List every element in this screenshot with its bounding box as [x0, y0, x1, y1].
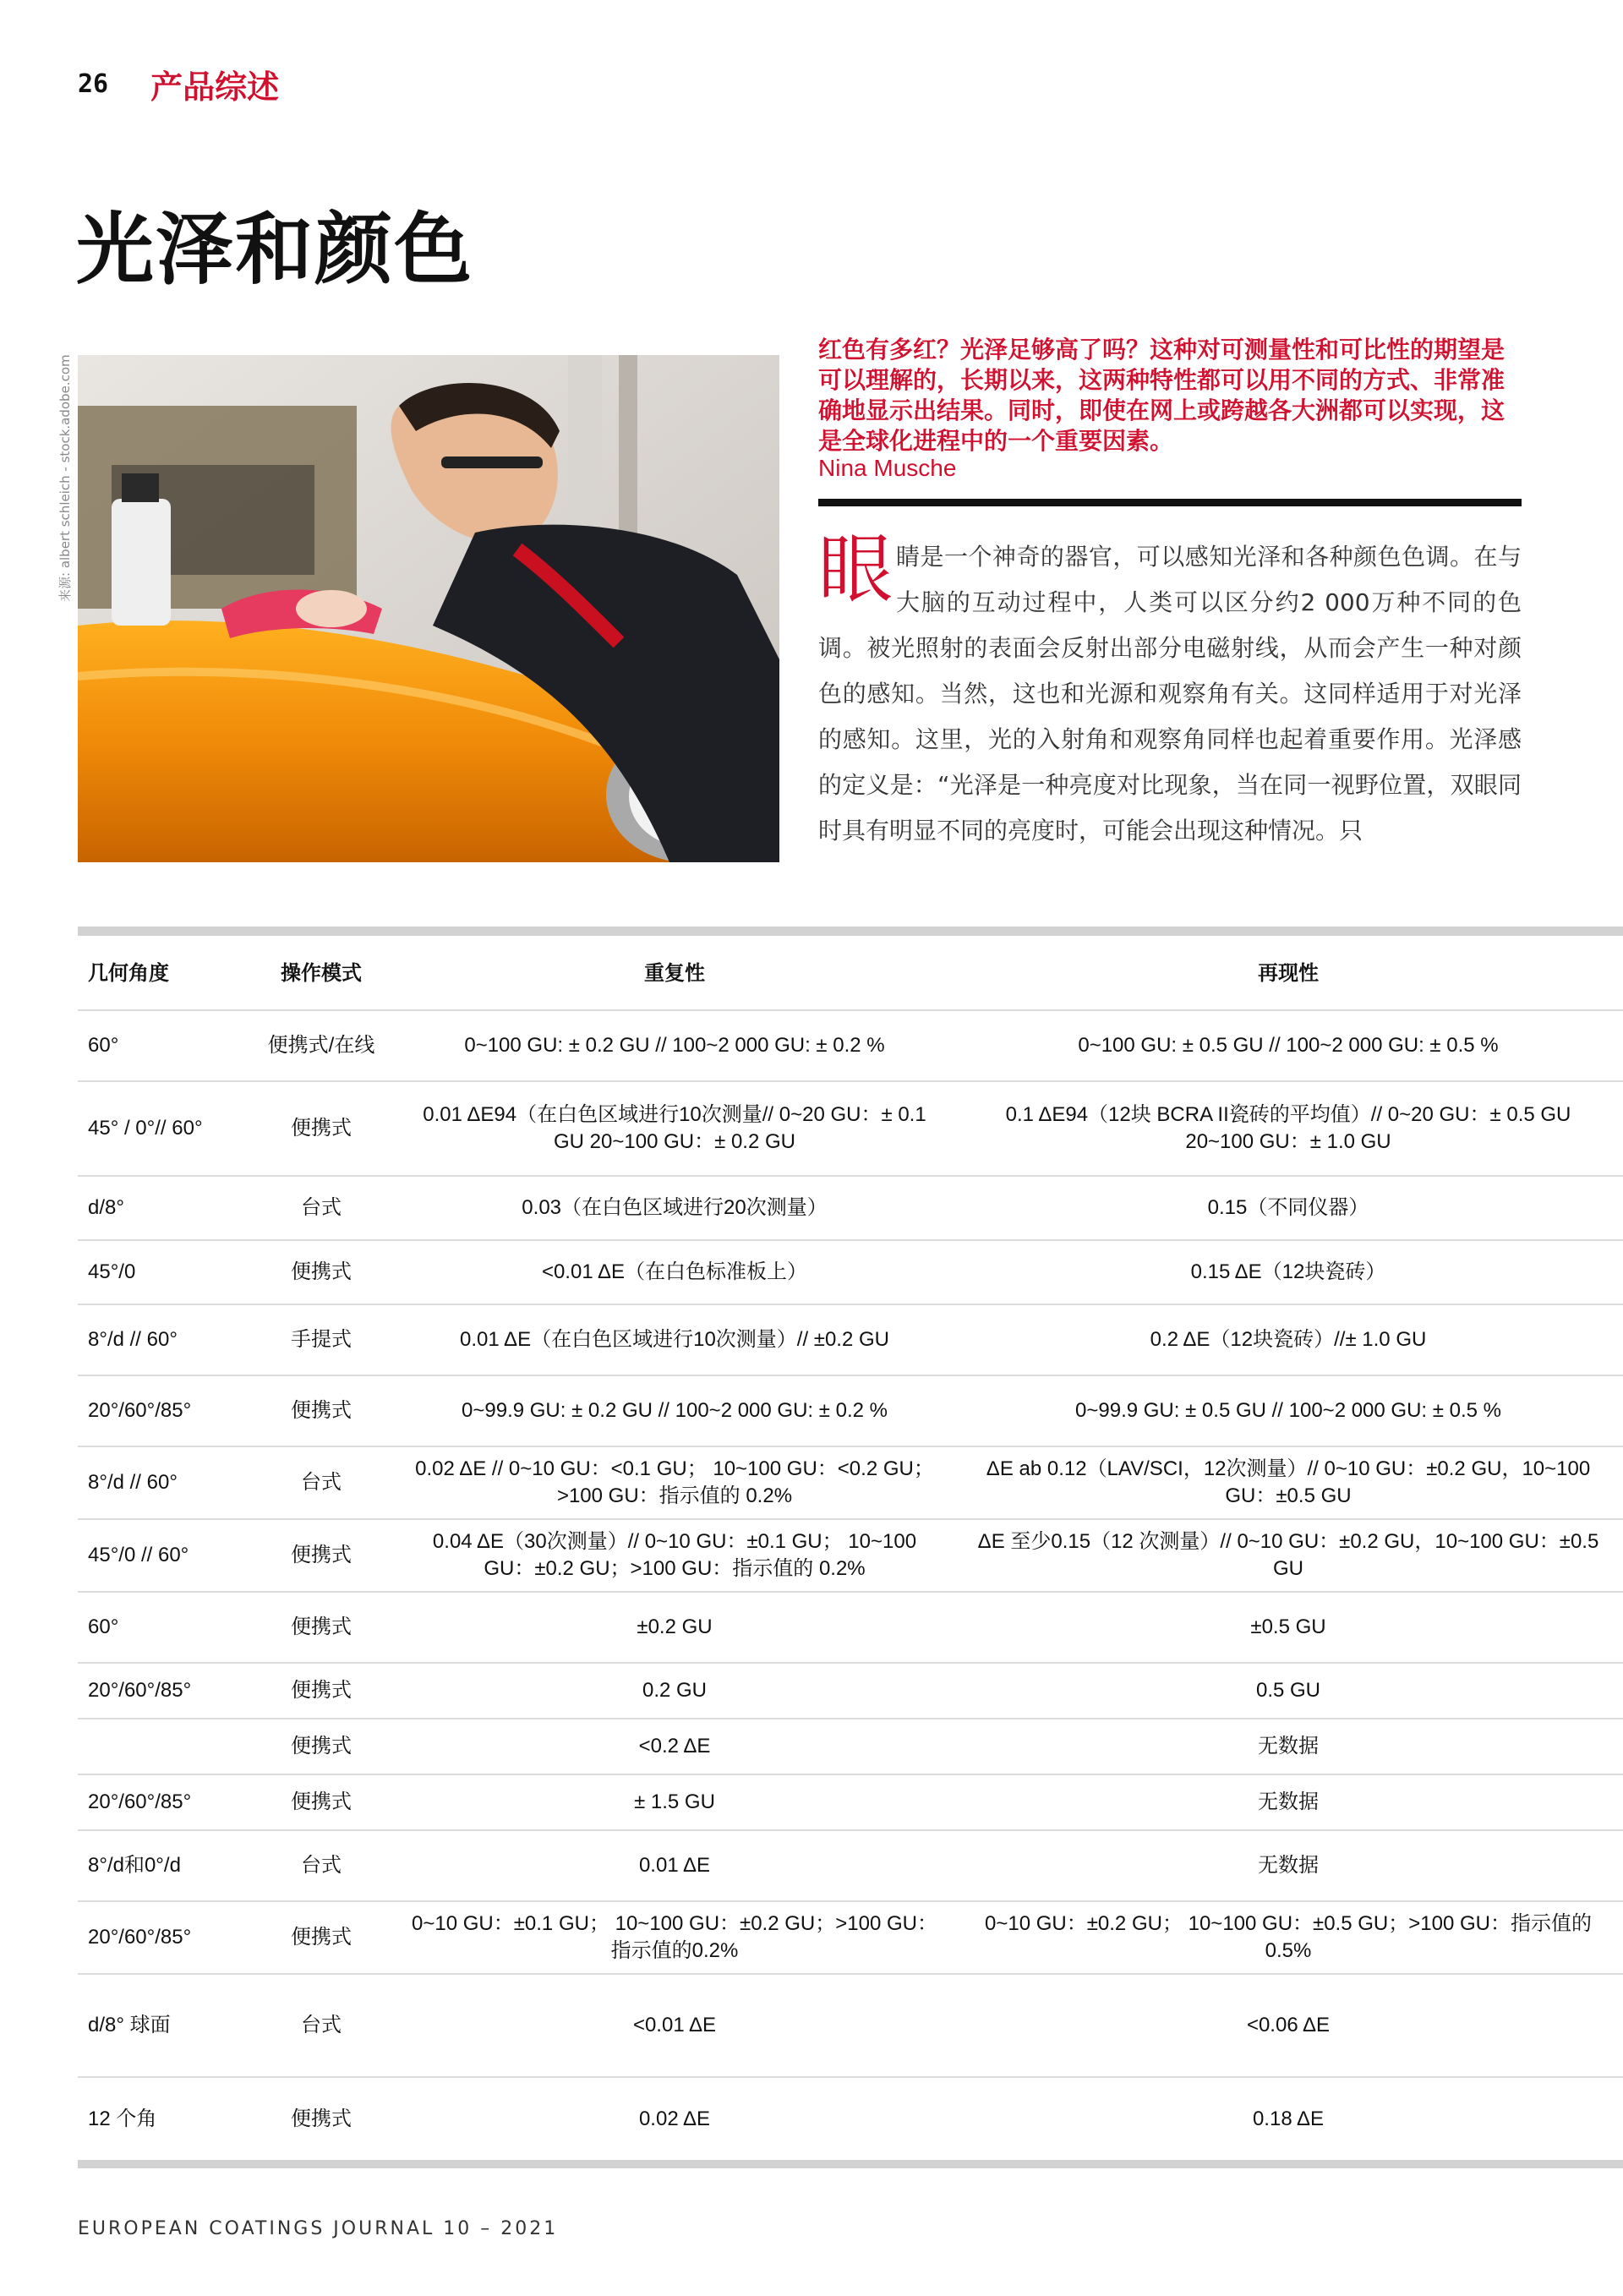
cell-repeatability: <0.01 ΔE	[396, 1974, 954, 2077]
cell-repeatability: <0.01 ΔE（在白色标准板上）	[396, 1240, 954, 1304]
photo-credit-text: 来源: albert schleich - stock.adobe.com	[57, 354, 73, 602]
table-row	[78, 1592, 1623, 1663]
table-row	[78, 1375, 1623, 1446]
cell-reproducibility: 无数据	[954, 1719, 1623, 1774]
cell-repeatability: 0.02 ΔE // 0~10 GU：<0.1 GU； 10~100 GU：<0.2 GU； >100 GU：指示值的 0.2%	[396, 1446, 954, 1519]
cell-mode: 便携式	[247, 1592, 396, 1663]
cell-repeatability: ±0.2 GU	[396, 1592, 954, 1663]
table-row	[78, 1081, 1623, 1176]
table-bottom-rule	[78, 2160, 1623, 2168]
cell-repeatability: 0.01 ΔE（在白色区域进行10次测量）// ±0.2 GU	[396, 1304, 954, 1375]
cell-reproducibility: 0.15（不同仪器）	[954, 1176, 1623, 1240]
cell-geometry: 8°/d // 60°	[78, 1446, 247, 1519]
article-photo	[78, 355, 779, 862]
cell-geometry: 20°/60°/85°	[78, 1663, 247, 1719]
cell-reproducibility: ΔE ab 0.12（LAV/SCI，12次测量）// 0~10 GU：±0.2 GU，10~100 GU：±0.5 GU	[954, 1446, 1623, 1519]
table-row	[78, 1010, 1623, 1081]
cell-repeatability: 0.2 GU	[396, 1663, 954, 1719]
cell-reproducibility: 0~10 GU：±0.2 GU； 10~100 GU：±0.5 GU；>100 GU：指示值的0.5%	[954, 1901, 1623, 1974]
cell-repeatability: 0.04 ΔE（30次测量）// 0~10 GU：±0.1 GU； 10~100 GU：±0.2 GU；>100 GU：指示值的 0.2%	[396, 1519, 954, 1592]
cell-reproducibility: 0.5 GU	[954, 1663, 1623, 1719]
cell-reproducibility: 0.15 ΔE（12块瓷砖）	[954, 1240, 1623, 1304]
cell-mode: 台式	[247, 1974, 396, 2077]
table-row	[78, 1304, 1623, 1375]
cell-geometry: 8°/d // 60°	[78, 1304, 247, 1375]
page-footer: EUROPEAN COATINGS JOURNAL 10 – 2021	[78, 2218, 559, 2239]
table-row	[78, 1446, 1623, 1519]
cell-geometry	[78, 1719, 247, 1774]
divider	[818, 499, 1522, 506]
cell-geometry: d/8°	[78, 1176, 247, 1240]
cell-repeatability: 0~100 GU: ± 0.2 GU // 100~2 000 GU: ± 0.2 %	[396, 1010, 954, 1081]
cell-reproducibility: 无数据	[954, 1774, 1623, 1830]
cell-geometry: d/8° 球面	[78, 1974, 247, 2077]
cell-geometry: 20°/60°/85°	[78, 1375, 247, 1446]
cell-repeatability: 0.03（在白色区域进行20次测量）	[396, 1176, 954, 1240]
cell-mode: 台式	[247, 1176, 396, 1240]
cell-repeatability: ± 1.5 GU	[396, 1774, 954, 1830]
cell-mode: 便携式	[247, 1719, 396, 1774]
cell-repeatability: 0.01 ΔE	[396, 1830, 954, 1901]
author-name: Nina Musche	[818, 455, 957, 481]
cell-mode: 便携式	[247, 1375, 396, 1446]
table-row	[78, 1240, 1623, 1304]
page-header	[78, 61, 279, 107]
cell-geometry: 60°	[78, 1010, 247, 1081]
header-mode: 操作模式	[247, 936, 396, 1010]
cell-geometry: 20°/60°/85°	[78, 1901, 247, 1974]
cell-reproducibility: <0.06 ΔE	[954, 1974, 1623, 2077]
spec-table	[78, 927, 1623, 2168]
cell-reproducibility: 0.1 ΔE94（12块 BCRA II瓷砖的平均值）// 0~20 GU：± 0.5 GU 20~100 GU：± 1.0 GU	[954, 1081, 1623, 1176]
photo-credit	[56, 355, 74, 602]
table-row	[78, 1774, 1623, 1830]
table-row	[78, 1974, 1623, 2077]
cell-reproducibility: 0.18 ΔE	[1252, 2107, 1325, 2130]
section-title: 产品综述	[150, 68, 280, 106]
cell-mode: 便携式	[247, 1901, 396, 1974]
cell-geometry: 20°/60°/85°	[78, 1774, 247, 1830]
cell-mode: 便携式	[247, 1663, 396, 1719]
intro-text: 红色有多红？光泽足够高了吗？这种对可测量性和可比性的期望是可以理解的，长期以来，这两种特性都可以用不同的方式、非常准确地显示出结果。同时，即使在网上或跨越各大洲都可以实现，这是全球化进程中的一个重要因素。	[818, 336, 1506, 455]
table-row	[78, 1519, 1623, 1592]
table-header-row	[78, 936, 1623, 1010]
cell-reproducibility: 无数据	[954, 1830, 1623, 1901]
cell-mode: 便携式	[247, 1774, 396, 1830]
header-reproducibility: 再现性	[954, 936, 1623, 1010]
cell-geometry: 45°/0	[78, 1240, 247, 1304]
table-row	[78, 1663, 1623, 1719]
cell-mode: 台式	[247, 1446, 396, 1519]
body-text	[818, 526, 1522, 854]
cell-repeatability: 0.01 ΔE94（在白色区域进行10次测量// 0~20 GU：± 0.1 GU 20~100 GU：± 0.2 GU	[396, 1081, 954, 1176]
table-row	[78, 1719, 1623, 1774]
cell-reproducibility: 0~100 GU: ± 0.5 GU // 100~2 000 GU: ± 0.5 %	[954, 1010, 1623, 1081]
cell-mode: 便携式	[247, 1081, 396, 1176]
cell-geometry: 60°	[78, 1592, 247, 1663]
cell-mode: 便携式	[291, 2107, 352, 2130]
cell-repeatability: 0~99.9 GU: ± 0.2 GU // 100~2 000 GU: ± 0.2 %	[396, 1375, 954, 1446]
table-row	[78, 1901, 1623, 1974]
cell-geometry: 45° / 0°// 60°	[78, 1081, 247, 1176]
table-row	[78, 1830, 1623, 1901]
article-title: 光泽和颜色	[76, 205, 474, 295]
cell-mode: 手提式	[247, 1304, 396, 1375]
cell-geometry: 12 个角	[88, 2107, 157, 2130]
cell-mode: 台式	[247, 1830, 396, 1901]
table-row	[78, 2077, 1623, 2160]
table-top-rule	[78, 927, 1623, 936]
header-geometry: 几何角度	[78, 936, 247, 1010]
dropcap: 眼	[818, 526, 893, 613]
cell-repeatability: <0.2 ΔE	[396, 1719, 954, 1774]
cell-geometry: 45°/0 // 60°	[78, 1519, 247, 1592]
table-row	[78, 1176, 1623, 1240]
cell-reproducibility: ±0.5 GU	[954, 1592, 1623, 1663]
cell-geometry: 8°/d和0°/d	[78, 1830, 247, 1901]
cell-reproducibility: 0~99.9 GU: ± 0.5 GU // 100~2 000 GU: ± 0.5 %	[954, 1375, 1623, 1446]
cell-mode: 便携式/在线	[247, 1010, 396, 1081]
cell-mode: 便携式	[247, 1240, 396, 1304]
page-number: 26	[78, 69, 109, 99]
cell-repeatability: 0~10 GU：±0.1 GU； 10~100 GU：±0.2 GU；>100 GU：指示值的0.2%	[396, 1901, 954, 1974]
cell-repeatability: 0.02 ΔE	[638, 2107, 711, 2130]
cell-mode: 便携式	[247, 1519, 396, 1592]
header-repeatability: 重复性	[396, 936, 954, 1010]
cell-reproducibility: ΔE 至少0.15（12 次测量）// 0~10 GU：±0.2 GU，10~100 GU：±0.5 GU	[954, 1519, 1623, 1592]
cell-reproducibility: 0.2 ΔE（12块瓷砖）//± 1.0 GU	[954, 1304, 1623, 1375]
body-paragraph: 睛是一个神奇的器官，可以感知光泽和各种颜色色调。在与大脑的互动过程中，人类可以区分约2 000万种不同的色调。被光照射的表面会反射出部分电磁射线，从而会产生一种对颜色的感知。当然，这也和光源和观察角有关。这同样适用于对光泽的感知。这里，光的入射角和观察角同样也起着重要作用。光泽感的定义是：“光泽是一种亮度对比现象，当在同一视野位置，双眼同时具有明显不同的亮度时，可能会出现这种情况。只	[818, 543, 1522, 845]
